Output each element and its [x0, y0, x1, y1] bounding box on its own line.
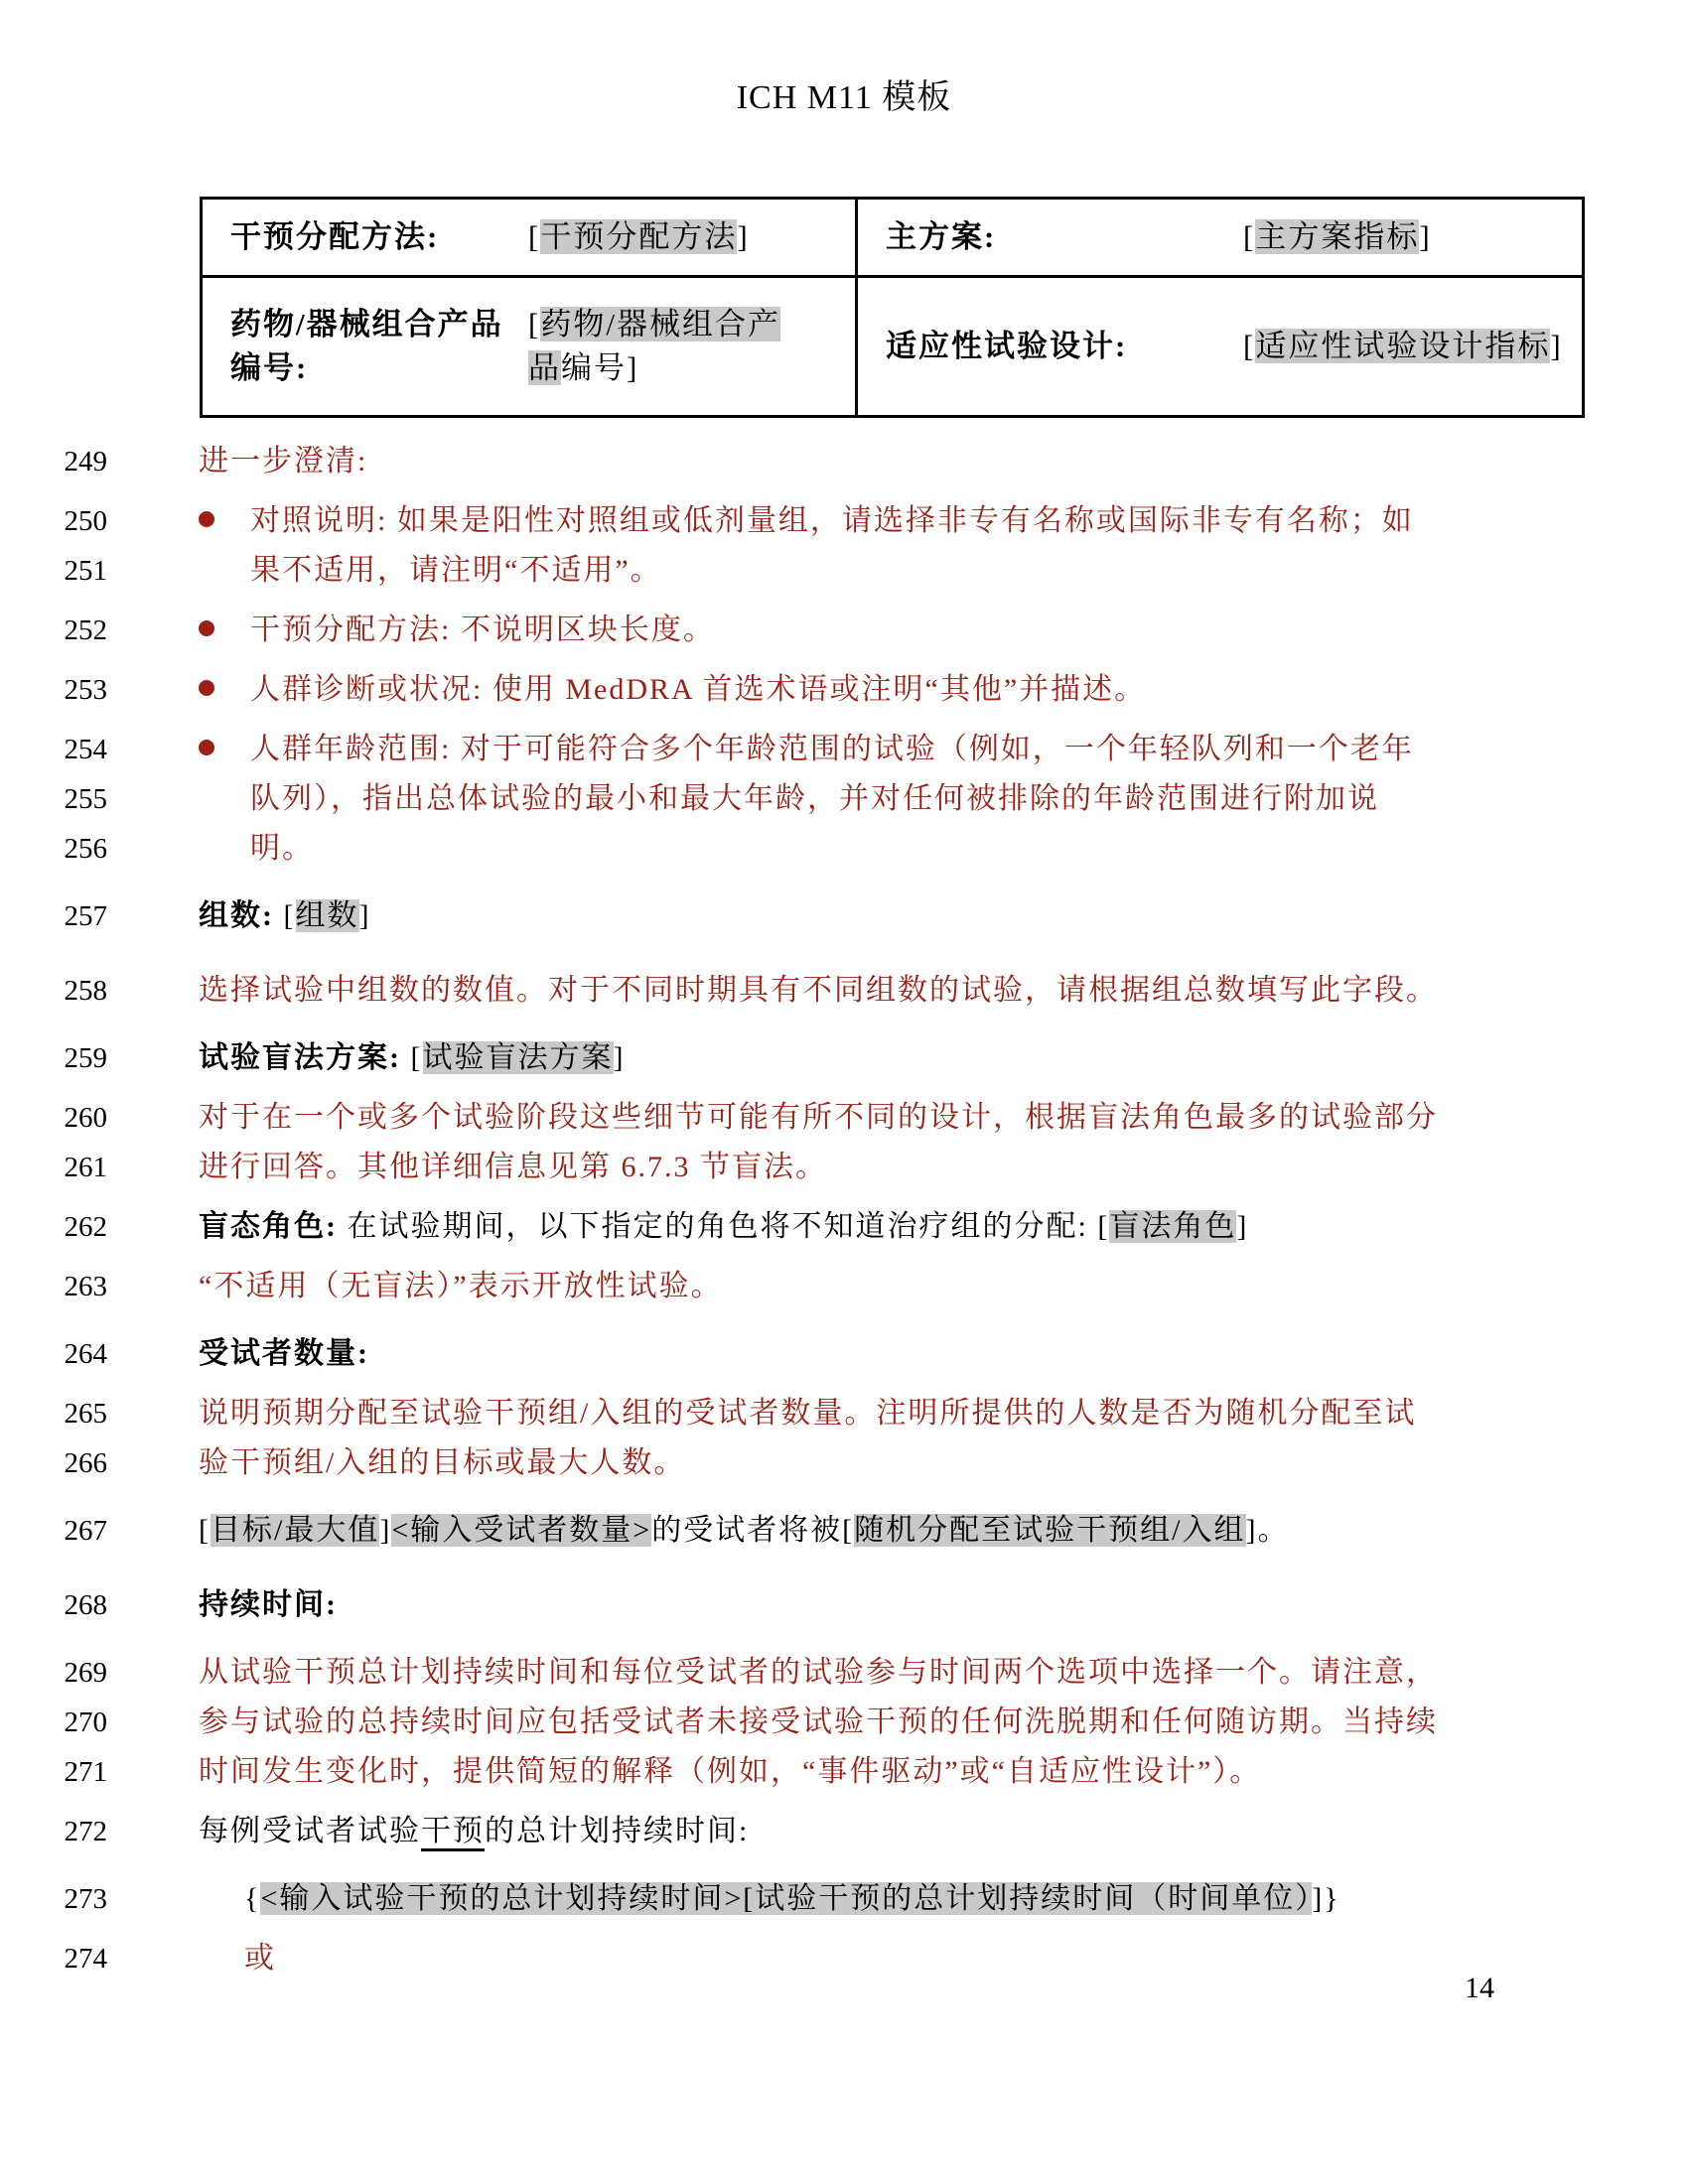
- document-line: [0, 1033, 1688, 1083]
- text-segment: ]: [379, 1514, 392, 1547]
- text-segment: 对照说明: 如果是阳性对照组或低剂量组，请选择非专有名称或国际非专有名称；如: [250, 504, 1414, 537]
- line-number: 256: [64, 833, 107, 865]
- line-number: 258: [64, 975, 107, 1007]
- table-cell-label: 药物/器械组合产品编号:: [230, 307, 503, 385]
- text-segment: 从试验干预总计划持续时间和每位受试者的试验参与时间两个选项中选择一个。请注意，: [199, 1656, 1438, 1689]
- line-text: [199, 966, 1438, 1016]
- document-line: [0, 774, 1688, 824]
- table-cell-label: 干预分配方法:: [230, 219, 440, 254]
- text-segment: 人群年龄范围: 对于可能符合多个年龄范围的试验（例如，一个年轻队列和一个老年: [250, 733, 1414, 765]
- line-text: [199, 665, 1146, 715]
- line-text: [199, 1389, 1416, 1438]
- text-segment: [: [199, 1514, 211, 1547]
- table-cell-value: [528, 303, 796, 390]
- line-number: 272: [64, 1816, 107, 1847]
- text-segment: 或: [244, 1942, 276, 1975]
- line-number: 262: [64, 1211, 107, 1243]
- text-segment: ]}: [1312, 1882, 1340, 1915]
- document-line: [0, 1202, 1688, 1252]
- table-cell-label: 适应性试验设计:: [886, 329, 1128, 363]
- text-segment: “不适用（无盲法）”表示开放性试验。: [199, 1270, 723, 1302]
- document-line: [0, 824, 1688, 874]
- document-line: [0, 966, 1688, 1016]
- table-row: [202, 199, 1584, 277]
- bullet-icon: [199, 620, 214, 636]
- line-number: 261: [64, 1152, 107, 1183]
- document-line: [0, 1807, 1688, 1856]
- document-line: [0, 1874, 1688, 1924]
- line-number: 252: [64, 614, 107, 646]
- text-segment: [: [410, 1041, 423, 1074]
- line-text: [199, 1580, 338, 1630]
- text-segment: [: [283, 899, 296, 932]
- line-text: [199, 1329, 369, 1379]
- text-segment: ]: [613, 1041, 626, 1074]
- line-number: 257: [64, 900, 107, 932]
- document-line: [0, 725, 1688, 774]
- line-text: [199, 1438, 685, 1488]
- line-number: 270: [64, 1706, 107, 1738]
- document-line: [0, 606, 1688, 655]
- document-line: [0, 437, 1688, 486]
- line-text: [199, 1874, 1340, 1924]
- text-segment: [: [528, 219, 541, 254]
- document-line: [0, 1506, 1688, 1556]
- line-text: [199, 725, 1414, 774]
- text-segment: [: [1097, 1210, 1110, 1243]
- placeholder-field: <输入受试者数量>: [391, 1514, 652, 1547]
- text-segment: 进行回答。其他详细信息见第 6.7.3 节盲法。: [199, 1151, 827, 1183]
- line-text: [199, 891, 371, 941]
- text-segment: 试验盲法方案:: [199, 1041, 411, 1074]
- document-line: [0, 1580, 1688, 1630]
- table-cell-label: 主方案:: [886, 219, 997, 254]
- text-segment: ]: [1236, 1210, 1249, 1243]
- text-segment: 的总计划持续时间:: [485, 1815, 750, 1847]
- text-segment: 人群诊断或状况: 使用 MedDRA 首选术语或注明“其他”并描述。: [250, 673, 1147, 706]
- page-number: 14: [1465, 1972, 1494, 2004]
- line-number: 259: [64, 1042, 107, 1074]
- table-cell-content: [230, 303, 847, 390]
- text-segment: {: [244, 1882, 261, 1915]
- placeholder-field: 干预分配方法: [540, 219, 738, 254]
- table-cell-content: [886, 215, 1574, 259]
- text-segment: 干预分配方法: 不说明区块长度。: [250, 614, 715, 646]
- table-cell-value: [528, 215, 796, 259]
- table-cell: [857, 277, 1584, 417]
- page-title: ICH M11 模板: [736, 79, 952, 116]
- line-number: 274: [64, 1943, 107, 1975]
- line-number: 250: [64, 505, 107, 537]
- document-line: [0, 1747, 1688, 1797]
- line-number: 255: [64, 783, 107, 815]
- text-segment: [: [528, 307, 541, 341]
- placeholder-field: <输入试验干预的总计划持续时间>: [260, 1882, 744, 1915]
- table-row: [202, 277, 1584, 417]
- header-table: [200, 197, 1585, 418]
- line-text: [199, 1033, 626, 1083]
- document-body: [0, 437, 1688, 1983]
- line-number: 273: [64, 1883, 107, 1915]
- line-text: [199, 774, 1379, 824]
- document-line: [0, 1262, 1688, 1311]
- table-cell: [202, 277, 857, 417]
- text-segment: ]。: [1245, 1514, 1290, 1547]
- table-cell-content: [886, 325, 1574, 368]
- table-cell-value: [1243, 325, 1574, 368]
- text-segment: 持续时间:: [199, 1588, 338, 1621]
- line-number: 263: [64, 1271, 107, 1302]
- bullet-icon: [199, 511, 214, 527]
- line-text: [199, 1807, 749, 1856]
- text-segment: ]: [358, 899, 371, 932]
- bullet-icon: [199, 680, 214, 696]
- table-cell: [857, 199, 1584, 277]
- placeholder-field: 主方案指标: [1255, 219, 1420, 254]
- text-segment: 组数:: [199, 899, 284, 932]
- text-segment: ]: [1550, 329, 1563, 363]
- placeholder-field: 随机分配至试验干预组/入组: [854, 1514, 1246, 1547]
- text-segment: 编号]: [561, 350, 639, 385]
- line-number: 249: [64, 446, 107, 478]
- document-line: [0, 891, 1688, 941]
- line-number: 267: [64, 1515, 107, 1547]
- text-segment: 干预: [421, 1815, 485, 1851]
- placeholder-field: 适应性试验设计指标: [1255, 329, 1551, 363]
- line-number: 268: [64, 1589, 107, 1621]
- line-number: 271: [64, 1756, 107, 1788]
- line-text: [199, 1506, 1290, 1556]
- line-text: [199, 546, 662, 596]
- line-text: [199, 1747, 1261, 1797]
- placeholder-field: 组数: [295, 899, 359, 932]
- placeholder-field: [试验干预的总计划持续时间（时间单位）: [743, 1882, 1313, 1915]
- text-segment: 在试验期间，以下指定的角色将不知道治疗组的分配:: [347, 1210, 1098, 1243]
- text-segment: 验干预组/入组的目标或最大人数。: [199, 1446, 686, 1479]
- text-segment: ]: [1419, 219, 1432, 254]
- text-segment: 盲态角色:: [199, 1210, 348, 1243]
- document-line: [0, 1648, 1688, 1698]
- document-line: [0, 1698, 1688, 1747]
- placeholder-field: 药物/器械组合产品: [528, 307, 780, 385]
- line-number: 269: [64, 1657, 107, 1689]
- header-table-body: [202, 199, 1584, 417]
- text-segment: 进一步澄清:: [199, 445, 368, 478]
- line-number: 251: [64, 555, 107, 587]
- text-segment: 果不适用，请注明“不适用”。: [250, 554, 662, 587]
- document-line: [0, 546, 1688, 596]
- line-text: [199, 1648, 1438, 1698]
- line-text: [199, 1934, 276, 1983]
- document-line: [0, 1143, 1688, 1192]
- text-segment: ]: [737, 219, 750, 254]
- document-line: [0, 1093, 1688, 1143]
- line-text: [199, 606, 715, 655]
- line-text: [199, 1093, 1438, 1143]
- line-number: 264: [64, 1338, 107, 1370]
- document-line: [0, 1438, 1688, 1488]
- bullet-icon: [199, 740, 214, 755]
- table-cell-content: [230, 215, 847, 259]
- table-cell-value: [1243, 215, 1574, 259]
- placeholder-field: 目标/最大值: [211, 1514, 380, 1547]
- line-number: 266: [64, 1447, 107, 1479]
- placeholder-field: 试验盲法方案: [422, 1041, 614, 1074]
- document-line: [0, 496, 1688, 546]
- table-cell: [202, 199, 857, 277]
- line-number: 254: [64, 734, 107, 765]
- document-line: [0, 1934, 1688, 1983]
- text-segment: 时间发生变化时，提供简短的解释（例如，“事件驱动”或“自适应性设计”）。: [199, 1755, 1262, 1788]
- text-segment: [: [1243, 329, 1256, 363]
- line-text: [199, 437, 367, 486]
- line-number: 253: [64, 674, 107, 706]
- line-number: 260: [64, 1102, 107, 1134]
- line-text: [199, 496, 1414, 546]
- text-segment: 说明预期分配至试验干预组/入组的受试者数量。注明所提供的人数是否为随机分配至试: [199, 1397, 1417, 1430]
- text-segment: 参与试验的总持续时间应包括受试者未接受试验干预的任何洗脱期和任何随访期。当持续: [199, 1706, 1438, 1738]
- text-segment: [: [1243, 219, 1256, 254]
- line-text: [199, 1143, 827, 1192]
- line-text: [199, 1202, 1248, 1252]
- text-segment: 每例受试者试验: [199, 1815, 421, 1847]
- line-number: 265: [64, 1398, 107, 1430]
- line-text: [199, 1262, 723, 1311]
- document-line: [0, 1329, 1688, 1379]
- placeholder-field: 盲法角色: [1109, 1210, 1237, 1243]
- text-segment: 的受试者将被[: [651, 1514, 855, 1547]
- text-segment: 队列），指出总体试验的最小和最大年龄，并对任何被排除的年龄范围进行附加说: [250, 782, 1379, 815]
- text-segment: 明。: [250, 832, 314, 865]
- document-line: [0, 1389, 1688, 1438]
- line-text: [199, 824, 314, 874]
- document-line: [0, 665, 1688, 715]
- text-segment: 受试者数量:: [199, 1337, 369, 1370]
- text-segment: 对于在一个或多个试验阶段这些细节可能有所不同的设计，根据盲法角色最多的试验部分: [199, 1101, 1438, 1134]
- text-segment: 选择试验中组数的数值。对于不同时期具有不同组数的试验，请根据组总数填写此字段。: [199, 974, 1438, 1007]
- line-text: [199, 1698, 1438, 1747]
